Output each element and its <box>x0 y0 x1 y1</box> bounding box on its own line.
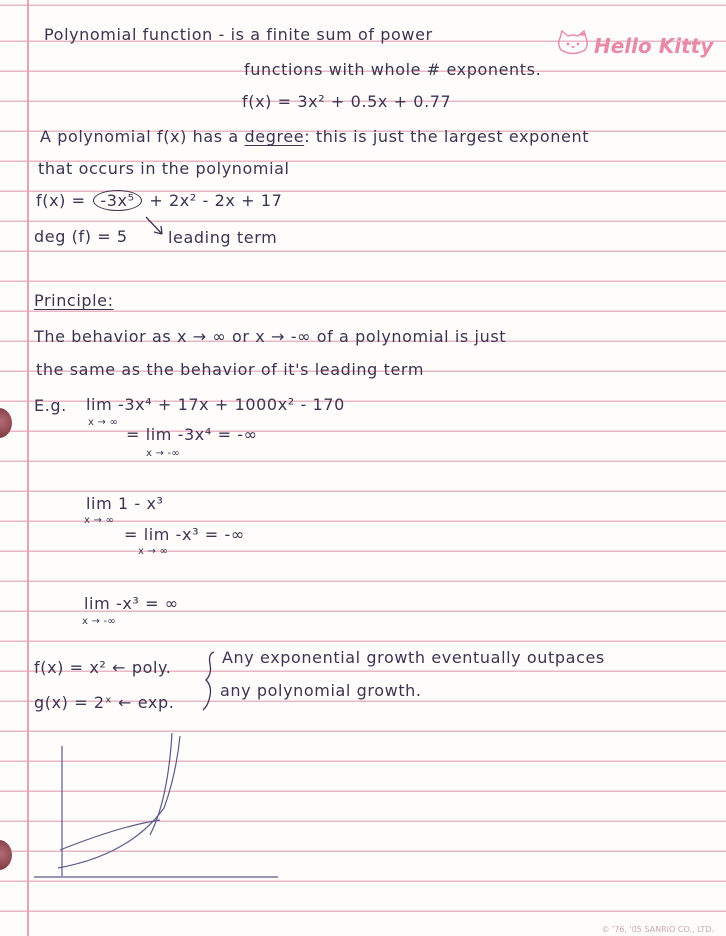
principle-line-1: The behavior as x → ∞ or x → -∞ of a polynomial is just <box>34 327 507 346</box>
degree-value: deg (f) = 5 <box>34 227 128 246</box>
growth-line-1: Any exponential growth eventually outpaces <box>222 648 605 667</box>
principle-line-2: the same as the behavior of it's leading term <box>36 360 425 379</box>
polynomial-rest: + 2x² - 2x + 17 <box>149 191 283 210</box>
example-3-expression: lim -x³ = ∞ <box>84 594 179 613</box>
principle-heading: Principle: <box>34 291 114 310</box>
example-2-limit-sub-1: x → ∞ <box>84 515 114 526</box>
degree-text-b: : this is just the largest exponent <box>304 127 590 146</box>
degree-word: degree <box>244 127 305 146</box>
example-2-result: = lim -x³ = -∞ <box>124 525 245 544</box>
growth-line-2: any polynomial growth. <box>220 681 422 700</box>
steep-curve <box>150 733 172 835</box>
definition-line-1: Polynomial function - is a finite sum of power <box>44 25 433 44</box>
fx-definition: f(x) = x² ← poly. <box>34 658 172 677</box>
copyright-text: © '76, '05 SANRIO CO., LTD. <box>601 925 714 934</box>
degree-line-2: that occurs in the polynomial <box>38 159 290 178</box>
polynomial-curve <box>60 820 160 850</box>
eg-label: E.g. <box>34 396 67 415</box>
example-1-limit-sub-2: x → -∞ <box>146 448 180 459</box>
example-3-limit-sub: x → -∞ <box>82 616 116 627</box>
leading-term-circled: -3x⁵ <box>93 190 141 211</box>
degree-text-a: A polynomial f(x) has a <box>40 127 239 146</box>
definition-line-2: functions with whole # exponents. <box>244 60 542 79</box>
example-2-expression: lim 1 - x³ <box>86 494 164 513</box>
leading-term-label: leading term <box>168 228 278 247</box>
example-1-expression: lim -3x⁴ + 17x + 1000x² - 170 <box>86 395 345 414</box>
example-function: f(x) = 3x² + 0.5x + 0.77 <box>242 92 452 111</box>
polynomial-lhs: f(x) = <box>36 191 86 210</box>
example-1-result: = lim -3x⁴ = -∞ <box>126 425 258 444</box>
hello-kitty-logo: Hello Kitty <box>594 34 714 58</box>
example-2-limit-sub-2: x → ∞ <box>138 546 168 557</box>
gx-definition: g(x) = 2ˣ ← exp. <box>34 693 175 712</box>
example-1-limit-sub-1: x → ∞ <box>88 417 118 428</box>
